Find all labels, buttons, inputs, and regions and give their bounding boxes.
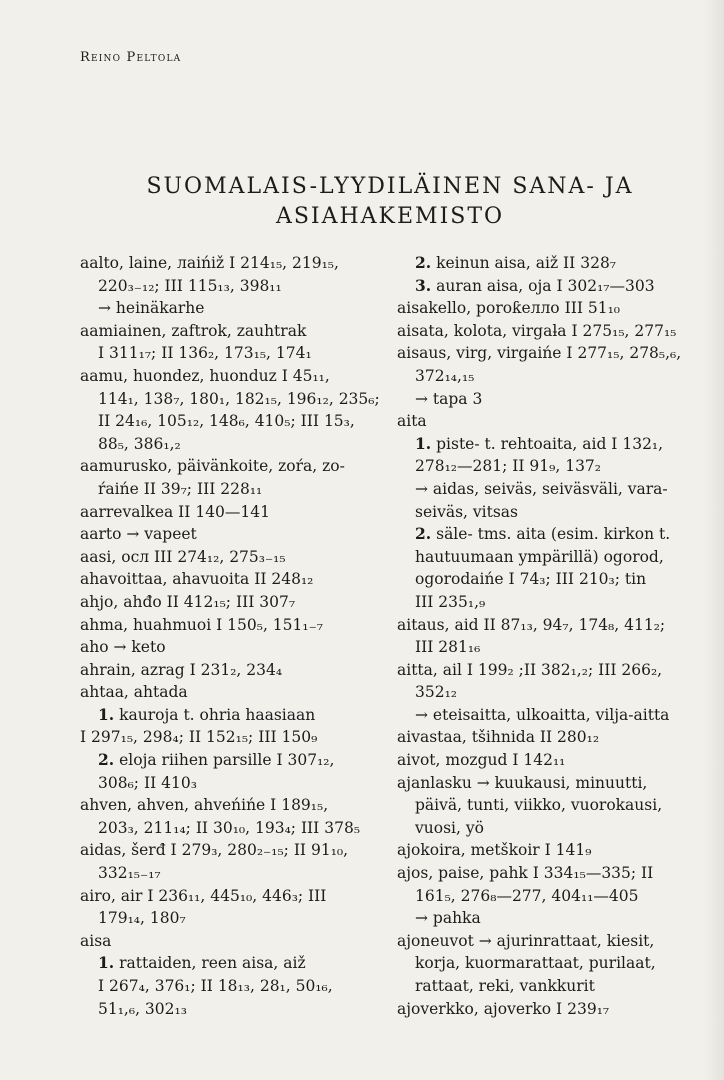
index-entry-line: 1. piste- t. rehtoaita, aid I 132₁, [415, 433, 664, 453]
index-entry-line: aivot, mozgud I 142₁₁ [397, 751, 566, 770]
index-entry-line: ajanlasku → kuukausi, minuutti, [397, 773, 648, 792]
index-entry-line: ajoverkko, ajoverko I 239₁₇ [397, 999, 610, 1018]
index-entry-line: 278₁₂—281; II 91₉, 137₂ [415, 457, 602, 476]
index-entry-line: I 297₁₅, 298₄; II 152₁₅; III 150₉ [80, 728, 318, 747]
index-entry-line: 1. kauroja t. ohria haasiaan [98, 704, 316, 724]
index-entry-line: 51₁,₆, 302₁₃ [98, 999, 187, 1018]
index-entry-line: rattaat, reki, vankkurit [415, 977, 595, 995]
index-entry-line: 2. eloja riihen parsille I 307₁₂, [98, 750, 335, 770]
index-entry-line: ahtaa, ahtada [80, 683, 188, 702]
index-entry-line: aisakello, poroƙeлло III 51₁₀ [397, 299, 621, 318]
index-entry-line: 352₁₂ [415, 683, 458, 702]
index-entry-line: 2. säle- tms. aita (esim. kirkon t. [415, 524, 671, 544]
page-fold-shadow [704, 0, 724, 1080]
right-column [397, 252, 697, 1020]
left-column [80, 252, 380, 1020]
index-entry-line: aisaus, virg, virgaińe I 277₁₅, 278₅,₆, [397, 344, 682, 363]
index-entry-line: aho → keto [80, 638, 166, 657]
index-entry-line: → tapa 3 [415, 389, 483, 408]
index-entry-line: aamiainen, zaftrok, zauhtrak [80, 321, 307, 340]
index-entry-line: I 267₄, 376₁; II 18₁₃, 28₁, 50₁₆, [98, 977, 333, 995]
index-title [80, 172, 700, 232]
index-entry-line: aarto → vapeet [80, 525, 197, 544]
index-entry-line: 203₃, 211₁₄; II 30₁₀, 193₄; III 378₅ [98, 818, 361, 837]
index-entry-line: airo, air I 236₁₁, 445₁₀, 446₃; III [80, 886, 327, 905]
index-entry-line: aalto, laine, лaińiž I 214₁₅, 219₁₅, [80, 254, 339, 272]
index-entry-line: aasi, осл III 274₁₂, 275₃₋₁₅ [80, 547, 286, 566]
index-entry-line: ogorodaińe I 74₃; III 210₃; tin [415, 570, 647, 589]
index-entry-line: 179₁₄, 180₇ [98, 909, 186, 928]
index-entry-line: ajos, paise, pahk I 334₁₅—335; II [397, 864, 654, 883]
title-line-2: ASIAHAKEMISTO [275, 204, 505, 229]
index-entry-line: II 24₁₆, 105₁₂, 148₆, 410₅; III 15₃, [98, 412, 355, 431]
index-entry-line: aitaus, aid II 87₁₃, 94₇, 174₈, 411₂; [397, 615, 666, 634]
index-entry-line: aisa [80, 931, 112, 950]
index-entry-line: vuosi, yö [415, 818, 484, 837]
title-line-1: SUOMALAIS-LYYDILÄINEN SANA- JA [146, 174, 634, 199]
index-entry-line: → pahka [415, 909, 481, 928]
index-entry-line: 308₆; II 410₃ [98, 773, 197, 792]
index-entry-line: 2. keinun aisa, aiž II 328₇ [415, 253, 617, 272]
index-entry-line: 1. rattaiden, reen aisa, aiž [98, 953, 306, 973]
index-entry-line: seiväs, vitsas [415, 502, 518, 521]
index-entry-line: aamu, huondez, huonduz I 45₁₁, [80, 366, 330, 385]
index-entry-line: III 281₁₆ [415, 638, 481, 657]
index-entry-line: → eteisaitta, ulkoaitta, vilja-aitta [415, 705, 670, 724]
index-entry-line: 161₅, 276₈—277, 404₁₁—405 [415, 886, 639, 905]
index-entry-line: ŕaińe II 39₇; III 228₁₁ [98, 479, 263, 498]
index-entry-line: ahven, ahven, ahveńińe I 189₁₅, [80, 796, 329, 815]
index-entry-line: aisata, kolota, virgaƚa I 275₁₅, 277₁₅ [397, 321, 677, 340]
index-entry-line: ahjo, ahđo II 412₁₅; III 307₇ [80, 592, 296, 611]
index-entry-line: ahma, huahmuoi I 150₅, 151₁₋₇ [80, 615, 323, 634]
index-entry-line: aitta, ail I 199₂ ;II 382₁,₂; III 266₂, [397, 660, 663, 679]
index-entry-line: ahavoittaa, ahavuoita II 248₁₂ [80, 570, 314, 589]
index-entry-line: ahrain, azrag I 231₂, 234₄ [80, 660, 283, 679]
index-entry-line: 220₃₋₁₂; III 115₁₃, 398₁₁ [98, 276, 282, 295]
index-entry-line: 114₁, 138₇, 180₁, 182₁₅, 196₁₂, 235₆; [98, 389, 380, 408]
running-head: Reino Peltola [80, 50, 182, 65]
index-entry-line: 88₅, 386₁,₂ [98, 434, 181, 453]
index-entry-line: aamurusko, päivänkoite, zoŕa, zo- [80, 457, 345, 476]
index-entry-line: päivä, tunti, viikko, vuorokausi, [415, 796, 663, 815]
index-entry-line: 3. auran aisa, oja I 302₁₇—303 [415, 275, 655, 295]
index-entry-line: hautuumaan ympärillä) ogorod, [415, 547, 664, 566]
index-entry-line: 372₁₄,₁₅ [415, 366, 475, 385]
index-entry-line: I 311₁₇; II 136₂, 173₁₅, 174₁ [98, 344, 312, 363]
index-entry-line: aidas, šerđ I 279₃, 280₂₋₁₅; II 91₁₀, [80, 841, 349, 860]
index-entry-line: → heinäkarhe [98, 299, 205, 318]
index-entry-line: III 235₁,₉ [415, 592, 486, 611]
index-entry-line: aita [397, 412, 427, 431]
index-entry-line: ajoneuvot → ajurinrattaat, kiesit, [397, 931, 655, 950]
index-entry-line: aarrevalkea II 140—141 [80, 502, 271, 521]
index-entry-line: korja, kuormarattaat, purilaat, [415, 954, 656, 973]
index-entry-line: ajokoira, metškoir I 141₉ [397, 841, 592, 860]
index-entry-line: 332₁₅₋₁₇ [98, 864, 161, 883]
index-entry-line: → aidas, seiväs, seiväsväli, vara- [415, 479, 668, 498]
index-entry-line: aivastaa, tšihnida II 280₁₂ [397, 728, 600, 747]
